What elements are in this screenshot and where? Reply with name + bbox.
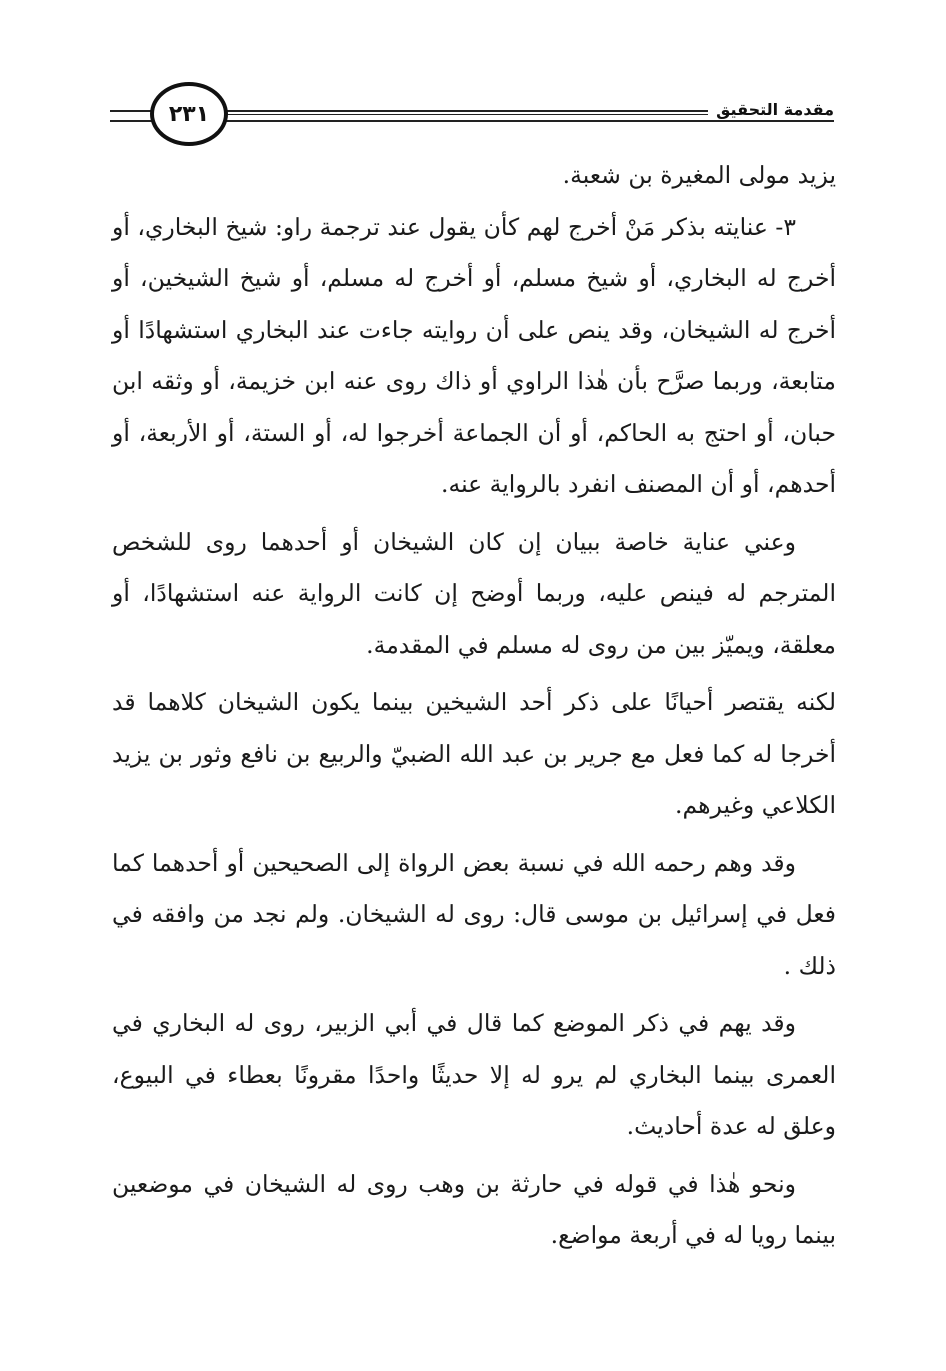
- page-body: [112, 150, 836, 1262]
- page-number-badge: [150, 82, 228, 146]
- paragraph: وقد وهم رحمه الله في نسبة بعض الرواة إلى الصحيحين أو أحدهما كما فعل في إسرائيل بن موسى قال: روى له الشيخان. ولم نجد من وافقه في ذلك .: [112, 848, 836, 980]
- page-header: [110, 82, 834, 150]
- paragraph: يزيد مولى المغيرة بن شعبة.: [562, 161, 836, 189]
- paragraph: ٣- عنايته بذكر مَنْ أخرج لهم كأن يقول عند ترجمة راو: شيخ البخاري، أو أخرج له البخاري، أو شيخ مسلم، أو أخرج له مسلم، أو شيخ الشيخين، أو أخرج له الشيخان، وقد ينص على أن روايته جاءت عند البخاري استشهادًا أو متابعة، وربما صرَّح بأن هٰذا الراوي أو ذاك روى عنه ابن خزيمة، أو وثقه ابن حبان، أو احتج به الحاكم، أو أن الجماعة أخرجوا له، أو الستة، أو الأربعة، أو أحدهم، أو أن المصنف انفرد بالرواية عنه.: [112, 212, 836, 498]
- paragraph: وعني عناية خاصة ببيان إن كان الشيخان أو أحدهما روى للشخص المترجم له فينص عليه، وربما أوضح إن كانت الرواية عنه استشهادًا، أو معلقة، ويميّز بين من روى له مسلم في المقدمة.: [112, 527, 836, 659]
- paragraph: وقد يهم في ذكر الموضع كما قال في أبي الزبير، روى له البخاري في العمرى بينما البخاري لم يرو له إلا حديثًا واحدًا مقرونًا بعطاء في البيوع، وعلق له عدة أحاديث.: [112, 1009, 836, 1140]
- paragraph: لكنه يقتصر أحيانًا على ذكر أحد الشيخين بينما يكون الشيخان كلاهما قد أخرجا له كما فعل مع جرير بن عبد الله الضبيّ والربيع بن نافع وثور بن يزيد الكلاعي وغيرهم.: [112, 688, 836, 819]
- paragraph: ونحو هٰذا في قوله في حارثة بن وهب روى له الشيخان في موضعين بينما رويا له في أربعة مواضع.: [112, 1169, 836, 1249]
- page-number: ٢٣١: [168, 101, 210, 127]
- section-title: مقدمة التحقيق: [708, 100, 834, 119]
